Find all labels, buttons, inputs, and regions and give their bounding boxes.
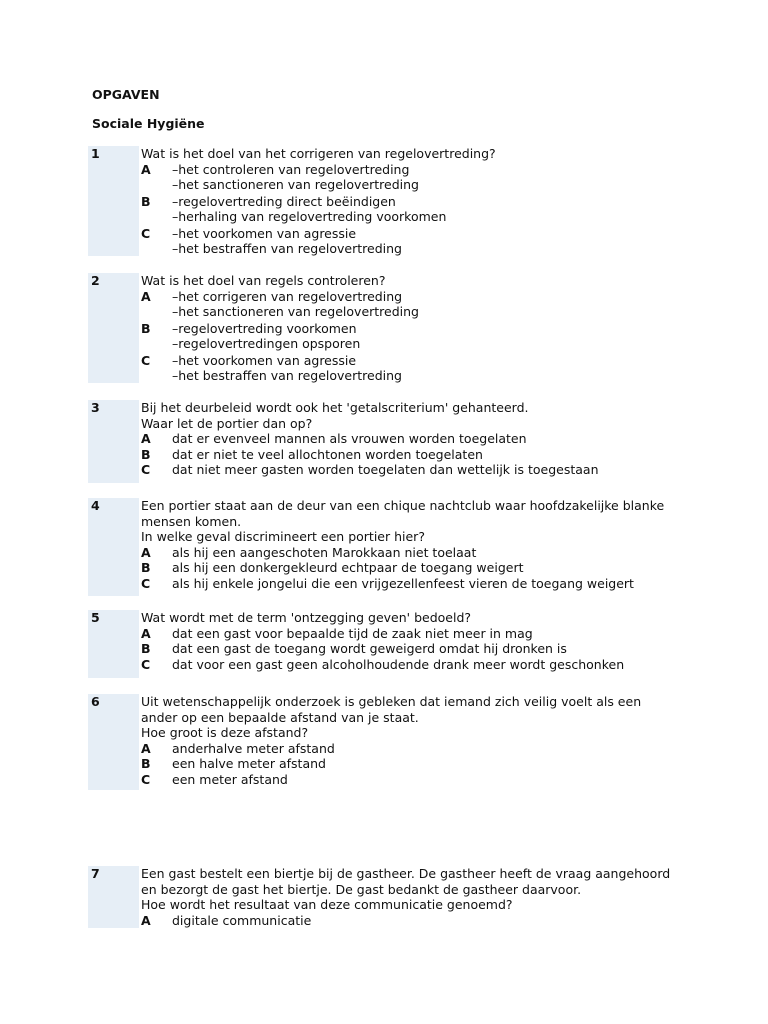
option-text: dat er niet te veel allochtonen worden toegelaten xyxy=(172,446,483,462)
option-text: als hij een donkergekleurd echtpaar de toegang weigert xyxy=(172,560,524,575)
question-number: 4 xyxy=(88,498,139,596)
question-number: 1 xyxy=(88,146,139,256)
answer-option xyxy=(141,209,708,225)
option-letter: B xyxy=(141,446,151,462)
option-text: een meter afstand xyxy=(172,771,288,787)
option-text: – het bestraffen van regelovertreding xyxy=(172,241,402,257)
question-3 xyxy=(88,400,708,483)
page-subtitle: Sociale Hygiëne xyxy=(92,116,205,131)
answer-option xyxy=(141,657,708,673)
option-text: een halve meter afstand xyxy=(172,756,326,771)
option-text: – het bestraffen van regelovertreding xyxy=(172,368,402,384)
option-letter: A xyxy=(141,544,151,560)
question-text: Hoe wordt het resultaat van deze communicatie genoemd? xyxy=(141,897,513,912)
option-letter xyxy=(141,336,172,352)
option-letter: C xyxy=(141,462,151,477)
option-text: – het controleren van regelovertreding xyxy=(172,162,409,178)
question-number: 3 xyxy=(88,400,139,483)
option-text: anderhalve meter afstand xyxy=(172,740,335,756)
option-letter: C xyxy=(141,225,151,241)
answer-option xyxy=(141,368,708,384)
question-text: Een gast bestelt een biertje bij de gastheer. De gastheer heeft de vraag aangehoord xyxy=(141,866,671,881)
answer-option xyxy=(141,756,708,772)
question-7 xyxy=(88,866,708,928)
question-text: Hoe groot is deze afstand? xyxy=(141,725,309,740)
answer-option xyxy=(141,913,708,929)
option-text: – het sanctioneren van regelovertreding xyxy=(172,177,419,193)
answer-option xyxy=(141,462,708,478)
question-text: Een portier staat aan de deur van een chique nachtclub waar hoofdzakelijke blanke xyxy=(141,498,665,513)
answer-option xyxy=(141,641,708,657)
option-text: – herhaling van regelovertreding voorkomen xyxy=(172,209,446,225)
question-number: 5 xyxy=(88,610,139,678)
option-text: – regelovertreding voorkomen xyxy=(172,321,357,337)
option-letter: B xyxy=(141,320,151,336)
answer-option xyxy=(141,162,708,178)
option-text: – het voorkomen van agressie xyxy=(172,353,356,369)
option-text: – het voorkomen van agressie xyxy=(172,226,356,242)
question-1 xyxy=(88,146,708,256)
option-letter: C xyxy=(141,352,151,368)
question-text: In welke geval discrimineert een portier hier? xyxy=(141,529,425,544)
option-letter xyxy=(141,304,172,320)
option-text: dat voor een gast geen alcoholhoudende drank meer wordt geschonken xyxy=(172,656,625,672)
question-4 xyxy=(88,498,708,596)
question-text: mensen komen. xyxy=(141,513,242,529)
option-text: dat een gast voor bepaalde tijd de zaak niet meer in mag xyxy=(172,625,533,641)
option-letter: A xyxy=(141,912,151,928)
answer-option xyxy=(141,772,708,788)
question-text: Bij het deurbeleid wordt ook het 'getalscriterium' gehanteerd. xyxy=(141,400,529,415)
question-text: Uit wetenschappelijk onderzoek is gebleken dat iemand zich veilig voelt als een xyxy=(141,694,642,709)
answer-option xyxy=(141,321,708,337)
option-letter: A xyxy=(141,288,151,304)
answer-option xyxy=(141,626,708,642)
option-text: – het sanctioneren van regelovertreding xyxy=(172,304,419,320)
option-text: dat een gast de toegang wordt geweigerd omdat hij dronken is xyxy=(172,641,567,656)
option-text: dat niet meer gasten worden toegelaten dan wettelijk is toegestaan xyxy=(172,462,599,477)
option-letter: A xyxy=(141,431,151,446)
option-text: dat er evenveel mannen als vrouwen worden toegelaten xyxy=(172,431,527,446)
question-text: Wat is het doel van het corrigeren van regelovertreding? xyxy=(141,146,496,161)
question-text: ander op een bepaalde afstand van je staat. xyxy=(141,709,419,725)
option-letter: C xyxy=(141,575,151,591)
option-letter xyxy=(141,177,172,193)
answer-option xyxy=(141,545,708,561)
answer-option xyxy=(141,194,708,210)
answer-option xyxy=(141,289,708,305)
answer-option xyxy=(141,353,708,369)
option-letter: C xyxy=(141,656,151,672)
question-6 xyxy=(88,694,708,790)
option-text: – regelovertredingen opsporen xyxy=(172,336,360,352)
answer-option xyxy=(141,304,708,320)
option-letter: A xyxy=(141,161,151,177)
option-letter xyxy=(141,241,172,257)
option-text: als hij enkele jongelui die een vrijgezellenfeest vieren de toegang weigert xyxy=(172,575,634,591)
question-text: Wat wordt met de term 'ontzegging geven' bedoeld? xyxy=(141,610,472,625)
option-text: als hij een aangeschoten Marokkaan niet toelaat xyxy=(172,544,477,560)
question-number: 7 xyxy=(88,866,139,928)
answer-option xyxy=(141,241,708,257)
answer-option xyxy=(141,576,708,592)
option-letter xyxy=(141,209,172,225)
question-text: Wat is het doel van regels controleren? xyxy=(141,273,386,288)
option-letter: B xyxy=(141,641,151,656)
answer-option xyxy=(141,336,708,352)
answer-option xyxy=(141,226,708,242)
option-letter: B xyxy=(141,756,151,771)
option-text: – het corrigeren van regelovertreding xyxy=(172,289,402,305)
question-5 xyxy=(88,610,708,678)
option-letter: B xyxy=(141,560,151,575)
option-letter: B xyxy=(141,193,151,209)
option-letter: A xyxy=(141,740,151,756)
option-text: digitale communicatie xyxy=(172,912,312,928)
answer-option xyxy=(141,447,708,463)
question-number: 6 xyxy=(88,694,139,790)
option-letter xyxy=(141,368,172,384)
option-text: – regelovertreding direct beëindigen xyxy=(172,194,396,210)
answer-option xyxy=(141,741,708,757)
answer-option xyxy=(141,431,708,447)
option-letter: A xyxy=(141,625,151,641)
question-number: 2 xyxy=(88,273,139,383)
question-2 xyxy=(88,273,708,383)
option-letter: C xyxy=(141,771,151,787)
question-text: en bezorgt de gast het biertje. De gast bedankt de gastheer daarvoor. xyxy=(141,881,582,897)
page-title: OPGAVEN xyxy=(92,87,160,102)
answer-option xyxy=(141,560,708,576)
answer-option xyxy=(141,177,708,193)
question-text: Waar let de portier dan op? xyxy=(141,415,313,431)
